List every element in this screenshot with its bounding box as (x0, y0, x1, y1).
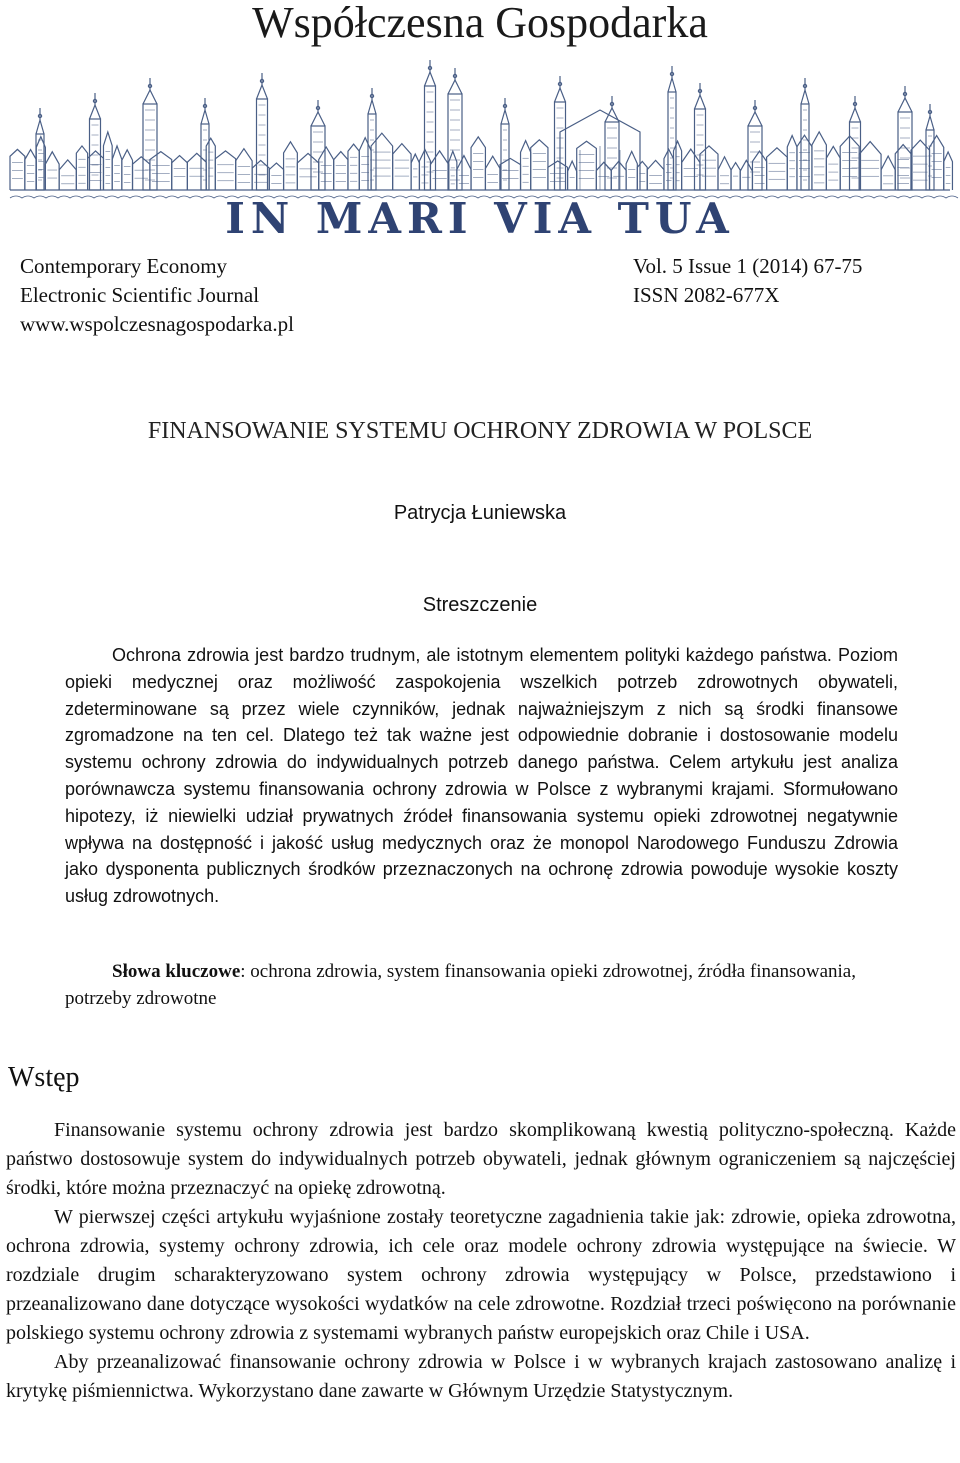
abstract-text: Ochrona zdrowia jest bardzo trudnym, ale istotnym elementem polityki każdego państwa. Poziom opieki medycznej oraz możliwość zaspokojenia wszelkich potrzeb zdrowotnych obywateli, zdeterminowane są przez wiele czynników, jednak najważniejszym z nich są środki finansowe zgromadzone na ten cel. Dlatego też tak ważne jest odpowiednie dobranie i dostosowanie modelu systemu ochrony zdrowia do indywidualnych potrzeb danego państwa. Celem artykułu jest analiza porównawcza systemu finansowania ochrony zdrowia w Polsce z wybranymi krajami. Sformułowano hipotezy, iż niewielki udział prywatnych źródeł finansowania systemu opieki zdrowotnej negatywnie wpływa na dostępność i jakość usług medycznych oraz że monopol Narodowego Funduszu Zdrowia jako dysponenta publicznych środków przeznaczonych na ochronę zdrowia powoduje wysokie koszty usług zdrowotnych. (65, 645, 898, 907)
skyline-illustration (10, 60, 958, 198)
journal-name-en: Contemporary Economy (20, 254, 228, 278)
intro-paragraph: Aby przeanalizować finansowanie ochrony zdrowia w Polsce i w wybranych krajach zastosowano analizę i krytykę piśmiennictwa. Wykorzystano dane zawarte w Głównym Urzędzie Statystycznym. (6, 1351, 956, 1402)
section-heading-intro: Wstęp (8, 1062, 80, 1093)
journal-type: Electronic Scientific Journal (20, 283, 260, 307)
masthead-right (633, 252, 862, 310)
city-skyline-banner (0, 50, 960, 242)
journal-url[interactable]: www.wspolczesnagospodarka.pl (20, 312, 294, 336)
abstract-heading: Streszczenie (422, 594, 538, 616)
masthead-left (20, 252, 294, 339)
intro-paragraph: W pierwszej części artykułu wyjaśnione zostały teoretyczne zagadnienia takie jak: zdrowie, opieka zdrowotna, ochrona zdrowia, systemy ochrony zdrowia, ich cele oraz modele ochrony zdrowia występujące na świecie. W rozdziale drugim scharakteryzowano system ochrony zdrowia występujący w Polsce, przedstawiono i przeanalizowano dane dotyczące wysokości wydatków na cele zdrowotne. Rozdział trzeci poświęcono na porównanie polskiego systemu ochrony zdrowia z systemami wybranych państw europejskich oraz Chile i USA. (6, 1206, 956, 1344)
article-title: FINANSOWANIE SYSTEMU OCHRONY ZDROWIA W POLSCE (147, 418, 813, 444)
keywords (65, 958, 898, 1012)
introduction-body (6, 1116, 956, 1406)
keywords-text: : ochrona zdrowia, system finansowania opieki zdrowotnej, źródła finansowania, potrzeby zdrowotne (65, 961, 856, 1009)
banner-motto: IN MARI VIA TUA (225, 194, 735, 242)
intro-paragraph: Finansowanie systemu ochrony zdrowia jest bardzo skomplikowaną kwestią polityczno-społeczną. Każde państwo dostosowuje system do indywidualnych potrzeb obywateli, jednak głównym ograniczeniem są najczęściej środki, które można przeznaczyć na opiekę zdrowotną. (6, 1119, 956, 1199)
keywords-label: Słowa kluczowe (112, 961, 241, 982)
issn: ISSN 2082-677X (633, 283, 780, 307)
author-name: Patrycja Łuniewska (393, 502, 567, 524)
journal-title: Współczesna Gospodarka (252, 0, 708, 47)
volume-issue: Vol. 5 Issue 1 (2014) 67-75 (633, 254, 863, 278)
